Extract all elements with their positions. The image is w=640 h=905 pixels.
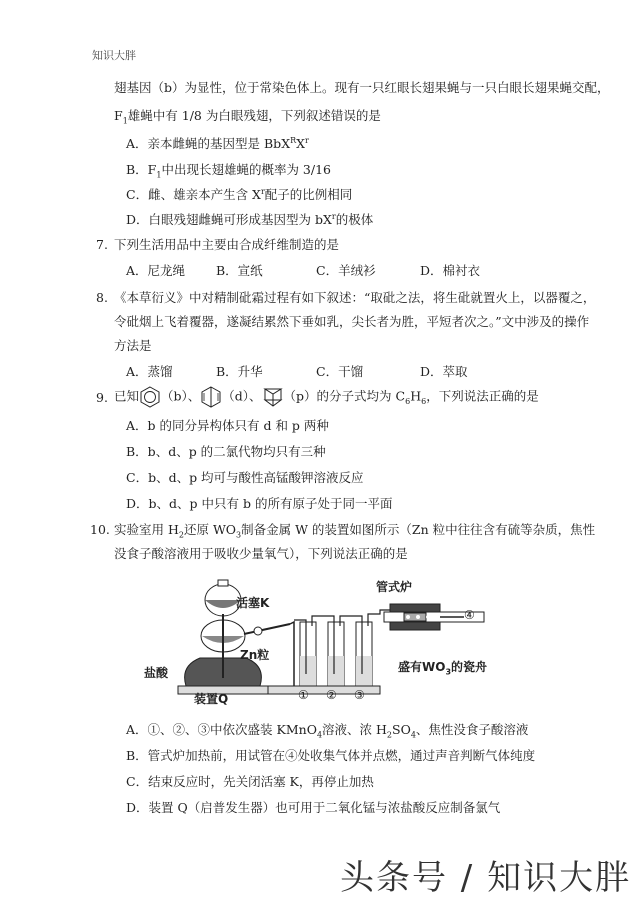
q8-option-d: D．萃取 bbox=[420, 364, 468, 379]
benzene-structure bbox=[139, 386, 161, 408]
q10-option-a: A．①、②、③中依次盛装 KMnO$_4$溶液、浓 $H_2SO_4$、焦性没食子酸溶液 bbox=[126, 722, 529, 740]
apparatus-drawing bbox=[140, 574, 500, 704]
watermark: 头条号 / 知识大胖 bbox=[340, 858, 632, 898]
label-bottle-2: ② bbox=[326, 688, 337, 702]
q10-stem-line1: 实验室用 $H_2$还原 $WO_3$制备金属 W 的装置如图所示（Zn 粒中往往含有硫等杂质，焦性 bbox=[114, 522, 596, 540]
q8-option-b: B．升华 bbox=[216, 364, 263, 379]
q8-stem-line3: 方法是 bbox=[114, 338, 152, 353]
label-bottle-1: ① bbox=[298, 688, 309, 702]
q8-option-a: A．蒸馏 bbox=[126, 364, 173, 379]
q9-number: 9. bbox=[96, 390, 108, 405]
label-outlet-4: ④ bbox=[464, 608, 475, 622]
q8-number: 8. bbox=[96, 290, 108, 305]
label-device-q: 装置Q bbox=[194, 692, 229, 706]
q10-option-d: D．装置 Q（启普发生器）也可用于二氧化锰与浓盐酸反应制备氯气 bbox=[126, 800, 501, 815]
q7-option-c: C．羊绒衫 bbox=[316, 263, 376, 278]
prismane-structure bbox=[262, 386, 284, 408]
apparatus-diagram bbox=[140, 574, 500, 708]
dewar-benzene-structure bbox=[200, 386, 222, 408]
page-header: 知识大胖 bbox=[92, 49, 136, 62]
q8-stem-line2: 令砒烟上飞着覆器，遂凝结累然下垂如乳，尖长者为胜，平短者次之。”文中涉及的操作 bbox=[114, 314, 590, 329]
q7-option-d: D．棉衬衣 bbox=[420, 263, 481, 278]
q10-option-b: B．管式炉加热前，用试管在④处收集气体并点燃，通过声音判断气体纯度 bbox=[126, 748, 536, 763]
label-acid: 盐酸 bbox=[144, 666, 169, 680]
q6-option-c: C．雌、雄亲本产生含 $X^r$配子的比例相同 bbox=[126, 186, 353, 202]
q6-option-a: A．亲本雌蝇的基因型是 $BbX^RX^r$ bbox=[126, 135, 309, 151]
q9-option-b: B．b、d、p 的二氯代物均只有三种 bbox=[126, 444, 326, 459]
q8-stem-line1: 《本草衍义》中对精制砒霜过程有如下叙述：“取砒之法，将生砒就置火上，以器覆之， bbox=[114, 290, 596, 305]
label-valve-k: 活塞K bbox=[236, 596, 270, 610]
q10-option-c: C．结束反应时，先关闭活塞 K，再停止加热 bbox=[126, 774, 374, 789]
q6-option-b: B．$F_1$中出现长翅雄蝇的概率为 3/16 bbox=[126, 162, 331, 180]
q6-stem-line2: $F_1$雄蝇中有 1/8 为白眼残翅，下列叙述错误的是 bbox=[114, 108, 381, 126]
q7-stem: 下列生活用品中主要由合成纤维制造的是 bbox=[114, 237, 340, 252]
q10-stem-line2: 没食子酸溶液用于吸收少量氧气），下列说法正确的是 bbox=[114, 546, 408, 561]
q9-option-a: A．b 的同分异构体只有 d 和 p 两种 bbox=[126, 418, 329, 433]
q7-option-a: A．尼龙绳 bbox=[126, 263, 186, 278]
q7-number: 7. bbox=[96, 237, 108, 252]
q10-number: 10. bbox=[90, 522, 110, 537]
q8-option-c: C．干馏 bbox=[316, 364, 364, 379]
label-tube-furnace: 管式炉 bbox=[376, 580, 413, 594]
q7-option-b: B．宣纸 bbox=[216, 263, 263, 278]
q6-stem-line1: 翅基因（b）为显性，位于常染色体上。现有一只红眼长翅果蝇与一只白眼长翅果蝇交配， bbox=[114, 80, 610, 95]
label-bottle-3: ③ bbox=[354, 688, 365, 702]
label-zn: Zn粒 bbox=[240, 648, 270, 662]
q9-option-c: C．b、d、p 均可与酸性高锰酸钾溶液反应 bbox=[126, 470, 364, 485]
label-boat: 盛有$WO_3$的瓷舟 bbox=[398, 660, 488, 677]
q9-stem: 已知 （b）、 （d）、 （p）的分子式均为 $C_6H_6$，下列说法正确的是 bbox=[114, 386, 539, 408]
q9-option-d: D．b、d、p 中只有 b 的所有原子处于同一平面 bbox=[126, 496, 393, 511]
q6-option-d: D．白眼残翅雌蝇可形成基因型为 $bX^r$的极体 bbox=[126, 211, 374, 227]
